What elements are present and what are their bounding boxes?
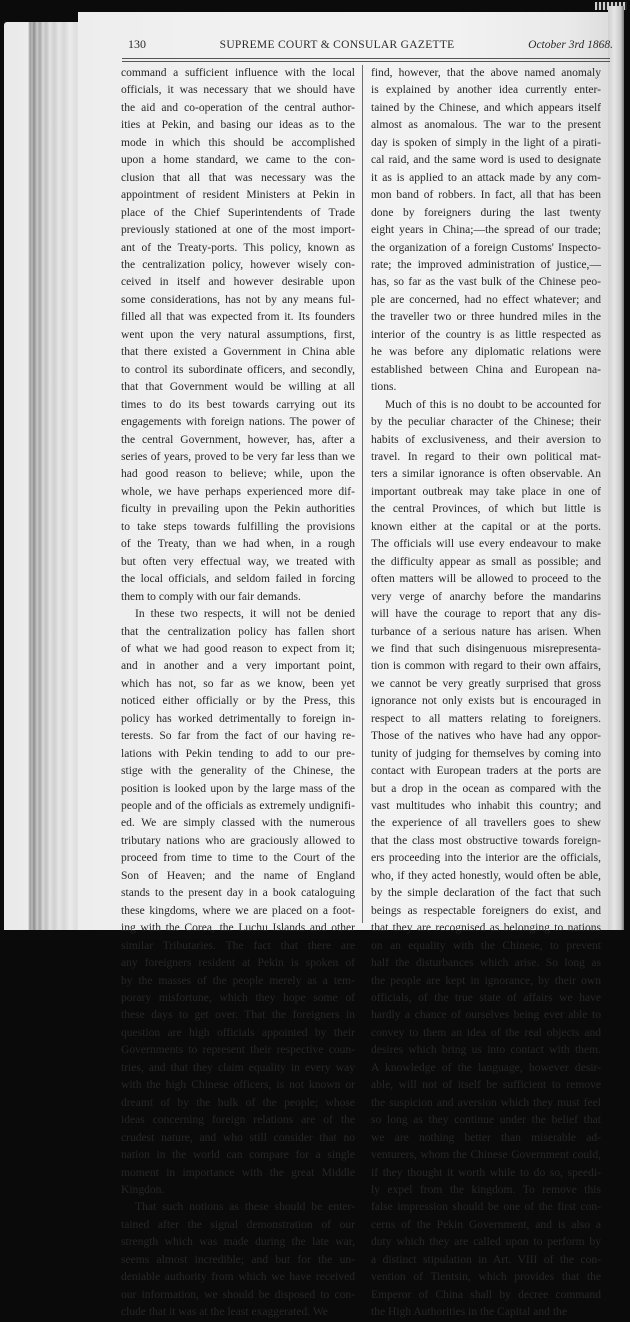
text-line: engagements with foreign nations. The power of	[121, 416, 355, 429]
text-line: if they thought it worth while to do so, speedi-	[371, 1166, 601, 1179]
text-line: with the high Chinese officers, is not known or	[121, 1079, 355, 1092]
text-line: place of the Chief Superintendents of Trade	[121, 206, 355, 219]
text-line: deniable authority from which we have received	[121, 1271, 355, 1284]
text-line: cerns of the Pekin Government, and is also a	[371, 1218, 601, 1231]
text-line: ing with the Corea, the Luchu Islands and other	[121, 922, 355, 935]
text-line: travel. In regard to their own political mat-	[371, 450, 601, 463]
text-line: tion is common with regard to their own affairs,	[371, 660, 601, 673]
text-line: that there existed a Government in China able	[121, 346, 355, 359]
text-line: tained by the Chinese, and which appears itself	[371, 101, 601, 114]
text-line: porary misfortune, which they hope some of	[121, 992, 355, 1005]
text-line: any foreigners resident at Pekin is spoken of	[121, 957, 355, 970]
text-line: the suspicion and aversion which they must feel	[371, 1096, 601, 1109]
text-line: and in another and a very important point,	[121, 660, 355, 673]
text-line: previously stationed at one of the most import-	[121, 224, 355, 237]
text-line: Governments to represent their respective coun-	[121, 1044, 355, 1057]
text-line: Much of this is no doubt to be accounted for	[385, 398, 601, 411]
article-paragraph	[371, 397, 601, 1322]
text-line: convey to them an idea of the real objects and	[371, 1026, 601, 1039]
text-line: who, if they acted honestly, would often be able,	[371, 869, 601, 882]
text-line: a distinct stipulation in Art. VIII of the con-	[371, 1253, 601, 1266]
text-line: officials, it was necessary that we should have	[121, 84, 355, 97]
text-line: strength which was made during the late war,	[121, 1236, 355, 1249]
text-line: Son of Heaven; and the name of England	[121, 869, 355, 882]
text-line: the organization of a foreign Customs' Inspecto-	[371, 241, 601, 254]
text-line: these days to get over. That the foreigners in	[121, 1009, 355, 1022]
text-line: the central Government, however, has, after a	[121, 433, 355, 446]
text-line: that the centralization policy has fallen short	[121, 625, 355, 638]
text-line: established between China and European na-	[371, 363, 601, 376]
text-line: tunity of judging for themselves by coming into	[371, 747, 601, 760]
text-line: respect to all matters relating to foreigners.	[371, 712, 601, 725]
text-line: stige with the generality of the Chinese, the	[121, 765, 355, 778]
text-line: policy has worked detrimentally to foreign in-	[121, 712, 355, 725]
text-line: habits of exclusiveness, and their aversion to	[371, 433, 601, 446]
text-line: A knowledge of the language, however desir-	[371, 1061, 601, 1074]
text-line: of what we had good reason to expect from it;	[121, 642, 355, 655]
text-line: often matters will be allowed to proceed to the	[371, 573, 601, 586]
text-line: day is spoken of simply in the light of a pirati-	[371, 136, 601, 149]
text-line: we cannot be very greatly surprised that gross	[371, 677, 601, 690]
text-line: ple are concerned, had no effect whatever; and	[371, 293, 601, 306]
text-line: whole, we have perhaps experienced more dif-	[121, 485, 355, 498]
text-line: filled all that was expected from it. Its founders	[121, 311, 355, 324]
text-line: the traveller two or three hundred miles in the	[371, 311, 601, 324]
text-line: beings as respectable foreigners do exist, and	[371, 904, 601, 917]
text-line: that that Government would be willing at all	[121, 381, 355, 394]
text-line: interior of the country is as little respected as	[371, 328, 601, 341]
text-line: rate; the improved administration of justice,—	[371, 258, 601, 271]
text-line: appointment of resident Ministers at Pekin in	[121, 189, 355, 202]
text-line: some considerations, has not by any means ful-	[121, 293, 355, 306]
text-line: ceived in itself and however desirable upon	[121, 276, 355, 289]
text-line: ly expel from the kingdom. To remove this	[371, 1184, 601, 1196]
text-line: tions.	[371, 381, 397, 394]
text-line: is explained by another idea currently enter-	[371, 84, 601, 97]
publication-title: SUPREME COURT & CONSULAR GAZETTE	[219, 39, 455, 51]
text-line: so long as they continue under the belief that	[371, 1114, 601, 1127]
text-line: ities at Pekin, and basing our ideas as to the	[121, 119, 355, 132]
text-line: the local officials, and seldom failed in forcing	[121, 573, 355, 586]
text-line: done by foreigners during the last twenty	[371, 206, 601, 219]
text-line: proceed from time to time to the Court of the	[121, 852, 355, 865]
text-line: to control its subordinate officers, and secondly,	[121, 363, 355, 376]
text-line: command a sufficient influence with the local	[121, 67, 355, 79]
text-line: these kingdoms, where we are placed on a foot-	[121, 904, 355, 917]
text-line: question are high officials appointed by their	[121, 1026, 355, 1039]
text-line: the people are kept in ignorance, by their own	[371, 974, 601, 987]
text-line: by the masses of the people merely as a tem-	[121, 974, 355, 987]
text-line: find, however, that the above named anomaly	[371, 67, 601, 79]
text-line: the central Provinces, of which but little is	[371, 503, 601, 516]
book-page-stack	[4, 22, 84, 930]
issue-date: October 3rd 1868.	[528, 39, 613, 51]
text-line: went upon the very natural assumptions, first,	[121, 328, 355, 341]
text-line: Emperor of China shall by decree command	[371, 1288, 601, 1301]
article-paragraph	[121, 65, 355, 606]
text-line: the High Authorities in the Capital and the	[371, 1306, 567, 1319]
text-line: ers proceeding into the interior are the officials,	[371, 852, 601, 865]
text-line: noticed either officially or by the Press, this	[121, 695, 355, 708]
text-line: mode in which this should be accomplished	[121, 136, 355, 149]
text-line: has, so far as the vast bulk of the Chinese peo-	[371, 276, 601, 289]
text-line: we are nothing better than miserable ad-	[371, 1131, 601, 1144]
text-line: ant of the Treaty-ports. This policy, known as	[121, 241, 355, 254]
text-line: duty which they are called upon to perform by	[371, 1236, 601, 1249]
text-line: the experience of all travellers goes to shew	[371, 817, 601, 830]
text-line: moment in importance with the great Middle	[121, 1166, 355, 1179]
text-line: almost as anomalous. The war to the present	[371, 119, 601, 132]
page-number: 130	[128, 37, 146, 51]
text-line: that they are recognised as belonging to nations	[371, 922, 601, 935]
right-text-column	[371, 65, 601, 1322]
text-line: The officials will use every endeavour to make	[371, 538, 601, 551]
text-line: series of years, proved to be very far less than we	[121, 450, 355, 463]
text-line: ters a similar ignorance is often observable. An	[371, 468, 601, 481]
text-line: of the Treaty, than we had when, in a rough	[121, 538, 355, 551]
text-line: will have the courage to report that any dis-	[371, 608, 601, 621]
text-line: clusion that all that was necessary was the	[121, 171, 355, 184]
text-line: but a drop in the ocean as compared with the	[371, 782, 601, 795]
text-line: half the disturbances which arise. So long as	[371, 957, 601, 970]
text-line: tries, and that they claim equality in every way	[121, 1061, 355, 1074]
text-line: ficulty in prevailing upon the Pekin authorities	[121, 503, 355, 516]
text-line: he was before any diplomatic relations were	[371, 346, 601, 359]
text-line: Those of the natives who have had any oppor-	[371, 730, 601, 743]
text-line: the centralization policy, however wisely con-	[121, 258, 355, 271]
text-line: but often very effectual way, we treated with	[121, 555, 355, 568]
text-line: venturers, whom the Chinese Government could,	[371, 1149, 601, 1162]
text-line: on an equality with the Chinese, to prevent	[371, 939, 601, 952]
text-line: turbance of a serious nature has arisen. When	[371, 625, 601, 638]
text-line: by the simple declaration of the fact that such	[371, 887, 601, 900]
text-line: position is looked upon by the large mass of the	[121, 782, 355, 795]
text-line: clude that it was at the least exaggerated. We	[121, 1306, 328, 1319]
text-line: seems almost incredible; and but for the un-	[121, 1253, 355, 1266]
text-line: able, will not of itself be sufficient to remove	[371, 1079, 601, 1092]
text-line: which has not, so far as we know, been yet	[121, 677, 355, 690]
text-line: to take steps towards fulfilling the provisions	[121, 520, 355, 533]
text-line: terests. So far from the fact of our having re-	[121, 730, 355, 743]
header-rule-top	[122, 58, 610, 59]
text-line: our information, we should be disposed to con-	[121, 1288, 355, 1301]
text-line: that the class most obstructive towards foreign-	[371, 834, 601, 847]
column-divider	[362, 65, 363, 923]
text-line: In these two respects, it will not be denied	[135, 608, 355, 621]
text-line: That such notions as these should be enter-	[135, 1201, 355, 1214]
text-line: contact with European traders at the ports are	[371, 765, 601, 778]
article-paragraph	[121, 1199, 355, 1321]
text-line: stands to the present day in a book cataloguing	[121, 887, 355, 900]
text-line: we find that such disingenuous misrepresenta-	[371, 642, 601, 655]
article-paragraph	[121, 606, 355, 1199]
text-line: tributary nations who are graciously allowed to	[121, 834, 355, 847]
text-line: had good reason to believe; while, upon the	[121, 468, 355, 481]
header-rule-bottom	[122, 61, 610, 62]
text-line: Kingdon.	[121, 1184, 165, 1196]
left-text-column	[121, 65, 355, 1322]
text-line: crudest nature, and who still consider that no	[121, 1131, 355, 1144]
text-line: ed. We are simply classed with the numerous	[121, 817, 355, 830]
text-line: the difficulty appear as small as possible; and	[371, 555, 601, 568]
text-line: by the peculiar character of the Chinese; their	[371, 416, 601, 429]
text-line: people and of the officials as extremely undignifi-	[121, 800, 355, 813]
text-line: tained after the signal demonstration of our	[121, 1218, 355, 1231]
text-line: cal raid, and the same word is used to designate	[371, 154, 601, 167]
text-line: false impression should be one of the first con-	[371, 1201, 601, 1214]
text-line: important outbreak may take place in one of	[371, 485, 601, 498]
text-line: eight years in China;—the spread of our trade;	[371, 224, 601, 237]
text-line: it as is applied to an attack made by any com-	[371, 171, 601, 184]
text-line: times to do its best towards carrying out its	[121, 398, 355, 411]
text-line: lations with Pekin tending to add to our pre-	[121, 747, 355, 760]
text-line: upon a home standard, we came to the con-	[121, 154, 355, 167]
book-right-edge	[608, 6, 624, 930]
text-line: vast multitudes who inhabit this country; and	[371, 800, 601, 813]
text-line: very verge of anarchy before the mandarins	[371, 590, 601, 603]
text-line: hardly a chance of ourselves being ever able to	[371, 1009, 601, 1022]
text-line: vention of Tientsin, which provides that the	[371, 1271, 601, 1284]
text-line: known either at the capital or at the ports.	[371, 520, 601, 533]
text-line: the aid and co-operation of the central author-	[121, 101, 355, 114]
text-line: them to comply with our fair demands.	[121, 590, 301, 603]
text-line: mon band of robbers. In fact, all that has been	[371, 189, 601, 202]
text-line: nation in the world can compare for a single	[121, 1149, 355, 1162]
text-line: desires which bring us into contact with them.	[371, 1044, 601, 1057]
text-line: ideas concerning foreign relations are of the	[121, 1114, 355, 1127]
article-paragraph	[371, 65, 601, 397]
page-header	[128, 37, 613, 55]
text-line: dreamt of by the bulk of the people; whose	[121, 1096, 355, 1109]
text-line: similar Tributaries. The fact that there are	[121, 939, 355, 952]
text-line: ignorance not only exists but is encouraged in	[371, 695, 601, 708]
text-line: officials, of the true state of affairs we have	[371, 992, 601, 1005]
